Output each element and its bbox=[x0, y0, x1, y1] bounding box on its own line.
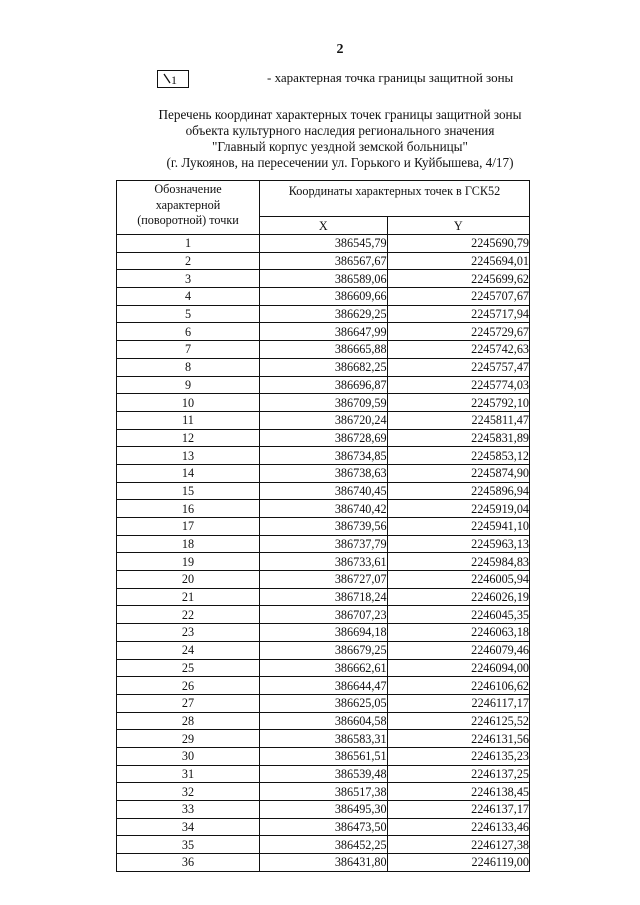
y-coordinate-cell: 2245896,94 bbox=[387, 482, 529, 500]
table-row bbox=[117, 571, 530, 589]
x-coordinate-cell: 386740,42 bbox=[260, 500, 388, 518]
x-coordinate-cell: 386452,25 bbox=[260, 836, 388, 854]
table-row bbox=[117, 694, 530, 712]
y-coordinate-cell: 2245774,03 bbox=[387, 376, 529, 394]
y-coordinate-cell: 2245742,63 bbox=[387, 341, 529, 359]
y-coordinate-cell: 2246005,94 bbox=[387, 571, 529, 589]
coordinates-table-body bbox=[117, 235, 530, 872]
x-coordinate-cell: 386567,67 bbox=[260, 252, 388, 270]
point-number-cell: 28 bbox=[117, 712, 260, 730]
table-row bbox=[117, 394, 530, 412]
point-number-cell: 33 bbox=[117, 801, 260, 819]
point-number-cell: 3 bbox=[117, 270, 260, 288]
point-number-cell: 10 bbox=[117, 394, 260, 412]
y-coordinate-cell: 2245919,04 bbox=[387, 500, 529, 518]
point-number-cell: 14 bbox=[117, 464, 260, 482]
point-label-header-line: Обозначение bbox=[154, 182, 222, 196]
table-row bbox=[117, 323, 530, 341]
x-coordinate-cell: 386517,38 bbox=[260, 783, 388, 801]
x-coordinate-cell: 386679,25 bbox=[260, 641, 388, 659]
table-row bbox=[117, 235, 530, 253]
x-coordinate-cell: 386738,63 bbox=[260, 464, 388, 482]
table-row bbox=[117, 836, 530, 854]
table-row bbox=[117, 712, 530, 730]
y-coordinate-cell: 2246117,17 bbox=[387, 694, 529, 712]
table-row bbox=[117, 500, 530, 518]
x-coordinate-cell: 386539,48 bbox=[260, 765, 388, 783]
x-coordinate-cell: 386718,24 bbox=[260, 588, 388, 606]
point-number-cell: 24 bbox=[117, 641, 260, 659]
table-row bbox=[117, 818, 530, 836]
table-row bbox=[117, 464, 530, 482]
point-label-header bbox=[117, 181, 260, 235]
table-row bbox=[117, 606, 530, 624]
y-coordinate-cell: 2245757,47 bbox=[387, 358, 529, 376]
point-label-header-line: характерной bbox=[155, 197, 221, 212]
point-number-cell: 4 bbox=[117, 288, 260, 306]
table-row bbox=[117, 288, 530, 306]
x-coordinate-cell: 386740,45 bbox=[260, 482, 388, 500]
x-coordinate-cell: 386647,99 bbox=[260, 323, 388, 341]
table-row bbox=[117, 765, 530, 783]
table-row bbox=[117, 641, 530, 659]
y-coordinate-cell: 2246137,25 bbox=[387, 765, 529, 783]
x-coordinate-cell: 386709,59 bbox=[260, 394, 388, 412]
heading-line-4: (г. Лукоянов, на пересечении ул. Горького и Куйбышева, 4/17) bbox=[166, 155, 514, 170]
point-number-cell: 34 bbox=[117, 818, 260, 836]
table-row bbox=[117, 341, 530, 359]
table-row bbox=[117, 305, 530, 323]
point-number-cell: 15 bbox=[117, 482, 260, 500]
x-coordinate-cell: 386707,23 bbox=[260, 606, 388, 624]
y-coordinate-cell: 2245984,83 bbox=[387, 553, 529, 571]
table-row bbox=[117, 270, 530, 288]
y-coordinate-cell: 2245707,67 bbox=[387, 288, 529, 306]
table-row bbox=[117, 677, 530, 695]
x-coordinate-cell: 386644,47 bbox=[260, 677, 388, 695]
table-row bbox=[117, 535, 530, 553]
y-coordinate-cell: 2245963,13 bbox=[387, 535, 529, 553]
point-number-cell: 31 bbox=[117, 765, 260, 783]
x-coordinate-cell: 386727,07 bbox=[260, 571, 388, 589]
point-number-cell: 35 bbox=[117, 836, 260, 854]
table-row bbox=[117, 747, 530, 765]
coordinates-header: Координаты характерных точек в ГСК52 bbox=[260, 181, 530, 217]
y-coordinate-cell: 2245729,67 bbox=[387, 323, 529, 341]
x-coordinate-cell: 386737,79 bbox=[260, 535, 388, 553]
x-column-header: X bbox=[260, 217, 388, 235]
table-row bbox=[117, 411, 530, 429]
x-coordinate-cell: 386733,61 bbox=[260, 553, 388, 571]
coordinates-table bbox=[116, 180, 530, 872]
page-number: 2 bbox=[336, 42, 344, 57]
table-row bbox=[117, 801, 530, 819]
x-coordinate-cell: 386473,50 bbox=[260, 818, 388, 836]
x-coordinate-cell: 386694,18 bbox=[260, 624, 388, 642]
x-coordinate-cell: 386682,25 bbox=[260, 358, 388, 376]
point-number-cell: 9 bbox=[117, 376, 260, 394]
y-coordinate-cell: 2245853,12 bbox=[387, 447, 529, 465]
table-row bbox=[117, 518, 530, 536]
y-coordinate-cell: 2246026,19 bbox=[387, 588, 529, 606]
y-coordinate-cell: 2245831,89 bbox=[387, 429, 529, 447]
y-coordinate-cell: 2245694,01 bbox=[387, 252, 529, 270]
table-row bbox=[117, 659, 530, 677]
y-coordinate-cell: 2245811,47 bbox=[387, 411, 529, 429]
x-coordinate-cell: 386728,69 bbox=[260, 429, 388, 447]
table-row bbox=[117, 624, 530, 642]
y-coordinate-cell: 2246063,18 bbox=[387, 624, 529, 642]
point-number-cell: 8 bbox=[117, 358, 260, 376]
y-coordinate-cell: 2246079,46 bbox=[387, 641, 529, 659]
y-coordinate-cell: 2246133,46 bbox=[387, 818, 529, 836]
y-coordinate-cell: 2245874,90 bbox=[387, 464, 529, 482]
document-heading bbox=[100, 107, 580, 171]
table-row bbox=[117, 588, 530, 606]
point-number-cell: 26 bbox=[117, 677, 260, 695]
y-coordinate-cell: 2245717,94 bbox=[387, 305, 529, 323]
x-coordinate-cell: 386662,61 bbox=[260, 659, 388, 677]
table-row bbox=[117, 482, 530, 500]
point-number-cell: 25 bbox=[117, 659, 260, 677]
table-row bbox=[117, 429, 530, 447]
y-column-header: Y bbox=[387, 217, 529, 235]
point-number-cell: 23 bbox=[117, 624, 260, 642]
point-number-cell: 2 bbox=[117, 252, 260, 270]
table-row bbox=[117, 376, 530, 394]
table-row bbox=[117, 553, 530, 571]
x-coordinate-cell: 386609,66 bbox=[260, 288, 388, 306]
point-number-cell: 19 bbox=[117, 553, 260, 571]
x-coordinate-cell: 386625,05 bbox=[260, 694, 388, 712]
point-number-cell: 5 bbox=[117, 305, 260, 323]
y-coordinate-cell: 2246137,17 bbox=[387, 801, 529, 819]
point-number-cell: 18 bbox=[117, 535, 260, 553]
table-row bbox=[117, 447, 530, 465]
point-number-cell: 29 bbox=[117, 730, 260, 748]
x-coordinate-cell: 386604,58 bbox=[260, 712, 388, 730]
point-number-cell: 1 bbox=[117, 235, 260, 253]
y-coordinate-cell: 2246106,62 bbox=[387, 677, 529, 695]
x-coordinate-cell: 386629,25 bbox=[260, 305, 388, 323]
point-number-cell: 20 bbox=[117, 571, 260, 589]
y-coordinate-cell: 2246119,00 bbox=[387, 854, 529, 872]
point-number-cell: 13 bbox=[117, 447, 260, 465]
point-number-cell: 36 bbox=[117, 854, 260, 872]
table-row bbox=[117, 730, 530, 748]
x-coordinate-cell: 386739,56 bbox=[260, 518, 388, 536]
y-coordinate-cell: 2245699,62 bbox=[387, 270, 529, 288]
y-coordinate-cell: 2246138,45 bbox=[387, 783, 529, 801]
point-number-cell: 22 bbox=[117, 606, 260, 624]
point-number-cell: 30 bbox=[117, 747, 260, 765]
point-number-cell: 6 bbox=[117, 323, 260, 341]
x-coordinate-cell: 386696,87 bbox=[260, 376, 388, 394]
heading-line-2: объекта культурного наследия регионального значения bbox=[185, 123, 495, 138]
point-number-cell: 12 bbox=[117, 429, 260, 447]
point-number-cell: 11 bbox=[117, 411, 260, 429]
table-row bbox=[117, 358, 530, 376]
table-row bbox=[117, 783, 530, 801]
point-number-cell: 7 bbox=[117, 341, 260, 359]
point-label-header-line: (поворотной) точки bbox=[137, 213, 239, 227]
x-coordinate-cell: 386720,24 bbox=[260, 411, 388, 429]
legend-marker-number: 1 bbox=[171, 73, 177, 87]
x-coordinate-cell: 386495,30 bbox=[260, 801, 388, 819]
heading-line-1: Перечень координат характерных точек границы защитной зоны bbox=[158, 107, 522, 122]
point-number-cell: 21 bbox=[117, 588, 260, 606]
x-coordinate-cell: 386545,79 bbox=[260, 235, 388, 253]
y-coordinate-cell: 2246045,35 bbox=[387, 606, 529, 624]
point-number-cell: 16 bbox=[117, 500, 260, 518]
y-coordinate-cell: 2246135,23 bbox=[387, 747, 529, 765]
y-coordinate-cell: 2246131,56 bbox=[387, 730, 529, 748]
x-coordinate-cell: 386734,85 bbox=[260, 447, 388, 465]
legend-text: - характерная точка границы защитной зоны bbox=[267, 70, 514, 85]
x-coordinate-cell: 386665,88 bbox=[260, 341, 388, 359]
point-number-cell: 17 bbox=[117, 518, 260, 536]
x-coordinate-cell: 386431,80 bbox=[260, 854, 388, 872]
point-marker-icon bbox=[158, 71, 188, 87]
y-coordinate-cell: 2245941,10 bbox=[387, 518, 529, 536]
table-row bbox=[117, 854, 530, 872]
x-coordinate-cell: 386589,06 bbox=[260, 270, 388, 288]
x-coordinate-cell: 386583,31 bbox=[260, 730, 388, 748]
point-number-cell: 27 bbox=[117, 694, 260, 712]
y-coordinate-cell: 2246125,52 bbox=[387, 712, 529, 730]
x-coordinate-cell: 386561,51 bbox=[260, 747, 388, 765]
heading-line-3: "Главный корпус уездной земской больницы" bbox=[212, 139, 468, 154]
table-row bbox=[117, 252, 530, 270]
y-coordinate-cell: 2245690,79 bbox=[387, 235, 529, 253]
y-coordinate-cell: 2246127,38 bbox=[387, 836, 529, 854]
legend-marker-box bbox=[157, 70, 189, 88]
y-coordinate-cell: 2245792,10 bbox=[387, 394, 529, 412]
y-coordinate-cell: 2246094,00 bbox=[387, 659, 529, 677]
point-number-cell: 32 bbox=[117, 783, 260, 801]
